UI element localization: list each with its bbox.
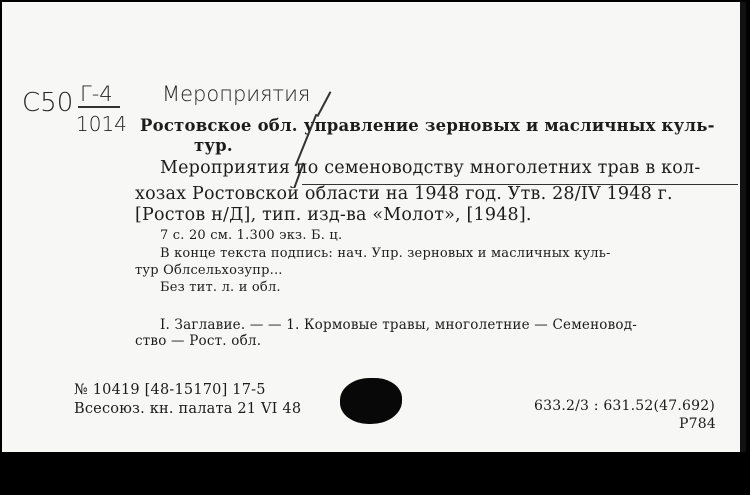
classification: 633.2/3 : 631.52(47.692) <box>534 398 716 414</box>
shelfmark-fraction-denominator: 1014 <box>76 112 127 136</box>
handwritten-heading: Мероприятия <box>162 82 311 106</box>
collation: 7 с. 20 см. 1.300 экз. Б. ц. <box>160 228 343 243</box>
title-line-1: Мероприятия по семеноводству многолетних трав в кол- <box>160 158 701 178</box>
record-number: № 10419 [48-15170] 17-5 <box>74 382 266 398</box>
scan-border <box>0 452 750 495</box>
title-line-2: хозах Ростовской области на 1948 год. Утв. 28/IV 1948 г. <box>135 184 673 204</box>
cutter-number: Р784 <box>679 416 716 432</box>
tracing-line-2: ство — Рост. обл. <box>135 333 262 349</box>
note-line-3: Без тит. л. и обл. <box>160 280 281 295</box>
catalog-card <box>2 2 746 452</box>
shelfmark-fraction-numerator: Г-4 <box>80 82 113 106</box>
card-right-edge <box>740 2 746 452</box>
handwritten-slash <box>317 91 331 116</box>
title-line-3: [Ростов н/Д], тип. изд-ва «Молот», [1948]. <box>135 205 532 225</box>
shelfmark-top: C50 <box>22 88 74 118</box>
shelfmark-fraction-bar <box>78 106 120 108</box>
note-line-2: тур Облсельхозупр... <box>135 263 283 278</box>
book-chamber: Всесоюз. кн. палата 21 VI 48 <box>74 401 302 417</box>
heading-line-2: тур. <box>194 136 233 155</box>
note-line-1: В конце текста подпись: нач. Упр. зерновых и масличных куль- <box>160 246 611 261</box>
heading-line-1: Ростовское обл. управление зерновых и масличных куль- <box>140 116 715 135</box>
ink-blot <box>340 378 402 424</box>
tracing-line-1: I. Заглавие. — — 1. Кормовые травы, многолетние — Семеновод- <box>160 317 638 333</box>
